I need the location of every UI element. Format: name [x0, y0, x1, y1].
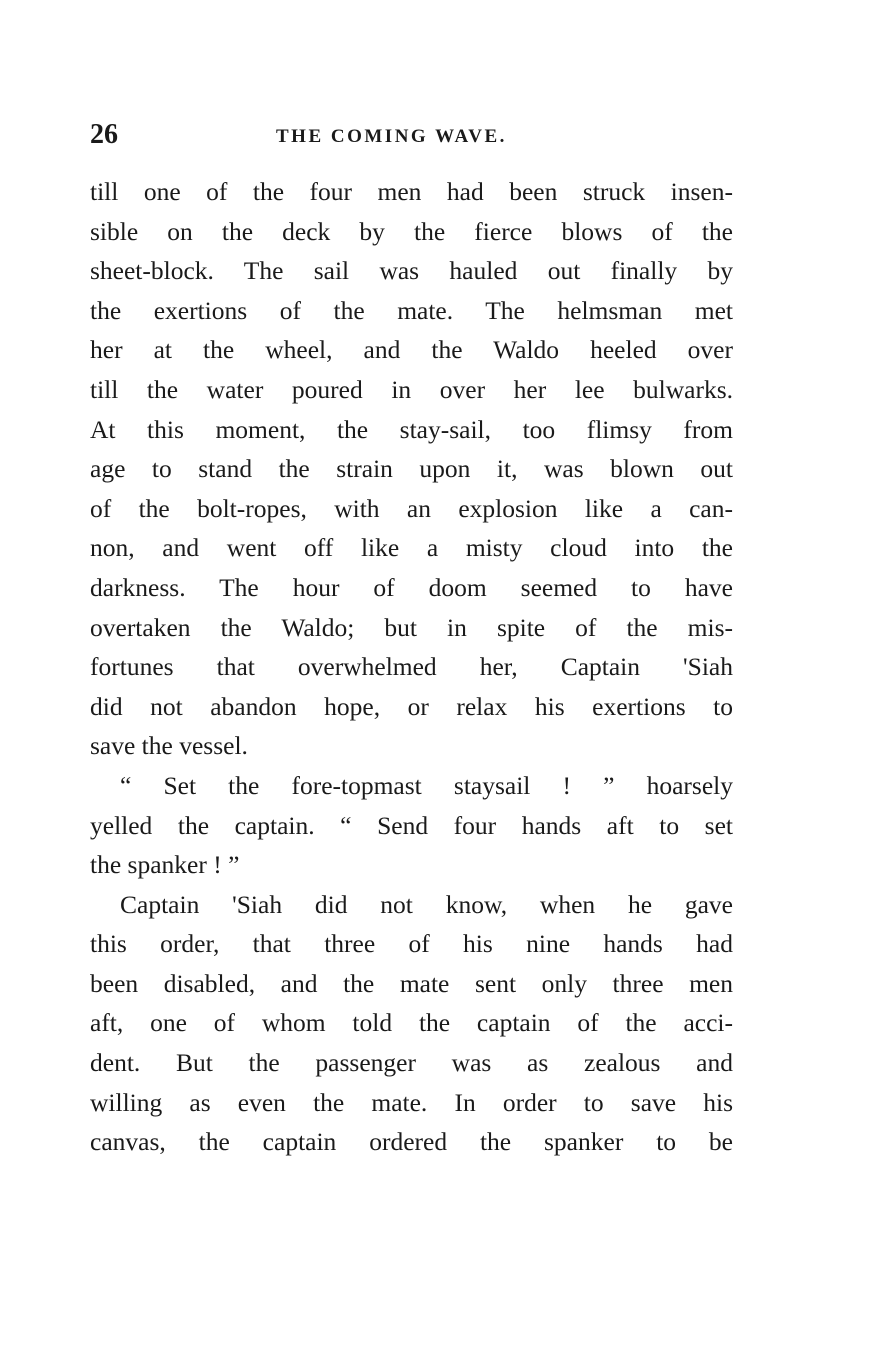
running-head	[90, 118, 740, 154]
text-line: aft, one of whom told the captain of the acci-	[90, 1008, 733, 1038]
page-number: 26	[90, 119, 118, 150]
text-line: darkness. The hour of doom seemed to have	[90, 572, 733, 602]
text-line: of the bolt-ropes, with an explosion like a can-	[90, 493, 733, 523]
text-line: till one of the four men had been struck insen-	[90, 177, 733, 206]
text-line: did not abandon hope, or relax his exertions to	[90, 691, 733, 721]
text-line: her at the wheel, and the Waldo heeled over	[90, 335, 733, 365]
body-text	[90, 172, 733, 1162]
text-line: sible on the deck by the fierce blows of the	[90, 216, 733, 246]
text-line: canvas, the captain ordered the spanker to be	[90, 1127, 733, 1157]
text-line: this order, that three of his nine hands had	[90, 929, 733, 959]
text-line: the exertions of the mate. The helmsman met	[90, 295, 733, 325]
text-line: At this moment, the stay-sail, too flimsy from	[90, 414, 733, 444]
text-line: yelled the captain. “ Send four hands aft to set	[90, 810, 733, 840]
text-line: overtaken the Waldo; but in spite of the mis-	[90, 612, 733, 642]
paragraph-end-line: the spanker ! ”	[90, 850, 240, 880]
text-line: sheet-block. The sail was hauled out finally by	[90, 256, 733, 286]
text-line: been disabled, and the mate sent only three men	[90, 968, 733, 998]
text-line: willing as even the mate. In order to save his	[90, 1087, 733, 1117]
text-line: dent. But the passenger was as zealous and	[90, 1048, 733, 1078]
text-line: non, and went off like a misty cloud into the	[90, 533, 733, 563]
text-line: fortunes that overwhelmed her, Captain 'Siah	[90, 652, 733, 682]
paragraph-end-line: save the vessel.	[90, 731, 248, 761]
paragraph-start-line: Captain 'Siah did not know, when he gave	[120, 889, 733, 919]
text-line: age to stand the strain upon it, was blown out	[90, 454, 733, 484]
running-title: THE COMING WAVE.	[276, 126, 507, 147]
paragraph-start-line: “ Set the fore-topmast staysail ! ” hoarsely	[120, 770, 733, 800]
text-line: till the water poured in over her lee bulwarks.	[90, 374, 733, 404]
